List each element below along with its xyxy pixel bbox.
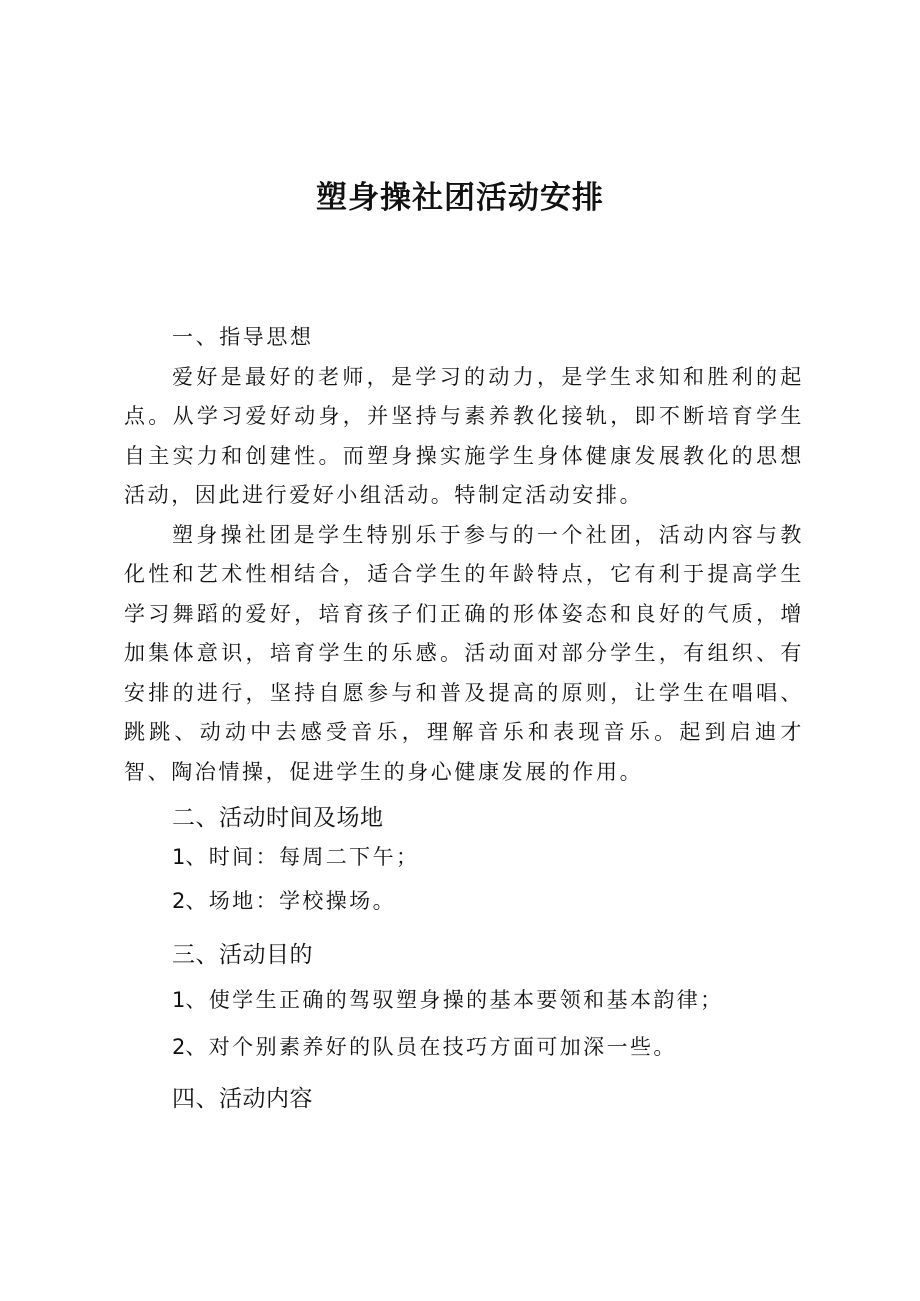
section-1-paragraph-1: 爱好是最好的老师，是学习的动力，是学生求知和胜利的起点。从学习爱好动身，并坚持与素养教化接轨，即不断培育学生自主实力和创建性。而塑身操实施学生身体健康发展教化的思想活动，因此进行爱好小组活动。特制定活动安排。: [124, 364, 804, 507]
item-text: 、时间：每周二下午；: [185, 845, 420, 869]
section-3-item-2: [172, 1030, 677, 1064]
section-1-heading: 一、指导思想: [172, 325, 314, 349]
item-number: 1: [172, 988, 186, 1012]
section-2-item-2: [172, 884, 396, 918]
section-3-heading: 三、活动目的: [172, 942, 313, 968]
section-1-paragraph-2: 塑身操社团是学生特别乐于参与的一个社团，活动内容与教化性和艺术性相结合，适合学生的年龄特点，它有利于提高学生学习舞蹈的爱好，培育孩子们正确的形体姿态和良好的气质，增加集体意识，培育学生的乐感。活动面对部分学生，有组织、有安排的进行，坚持自愿参与和普及提高的原则，让学生在唱唱、跳跳、动动中去感受音乐，理解音乐和表现音乐。起到启迪才智、陶冶情操，促进学生的身心健康发展的作用。: [124, 522, 804, 784]
section-3-item-1: [172, 983, 724, 1017]
section-2-heading: 二、活动时间及场地: [172, 805, 384, 831]
item-text: 、场地：学校操场。: [185, 889, 396, 913]
document-title: 塑身操社团活动安排: [316, 180, 604, 216]
section-2-item-1: [172, 840, 419, 874]
item-number: 2: [172, 889, 186, 913]
item-text: 、使学生正确的驾驭塑身操的基本要领和基本韵律；: [185, 988, 724, 1012]
item-number: 2: [172, 1035, 186, 1059]
section-4-heading: 四、活动内容: [172, 1086, 313, 1112]
section-guiding-thought: [124, 318, 804, 792]
item-text: 、对个别素养好的队员在技巧方面可加深一些。: [185, 1035, 677, 1059]
item-number: 1: [172, 845, 186, 869]
